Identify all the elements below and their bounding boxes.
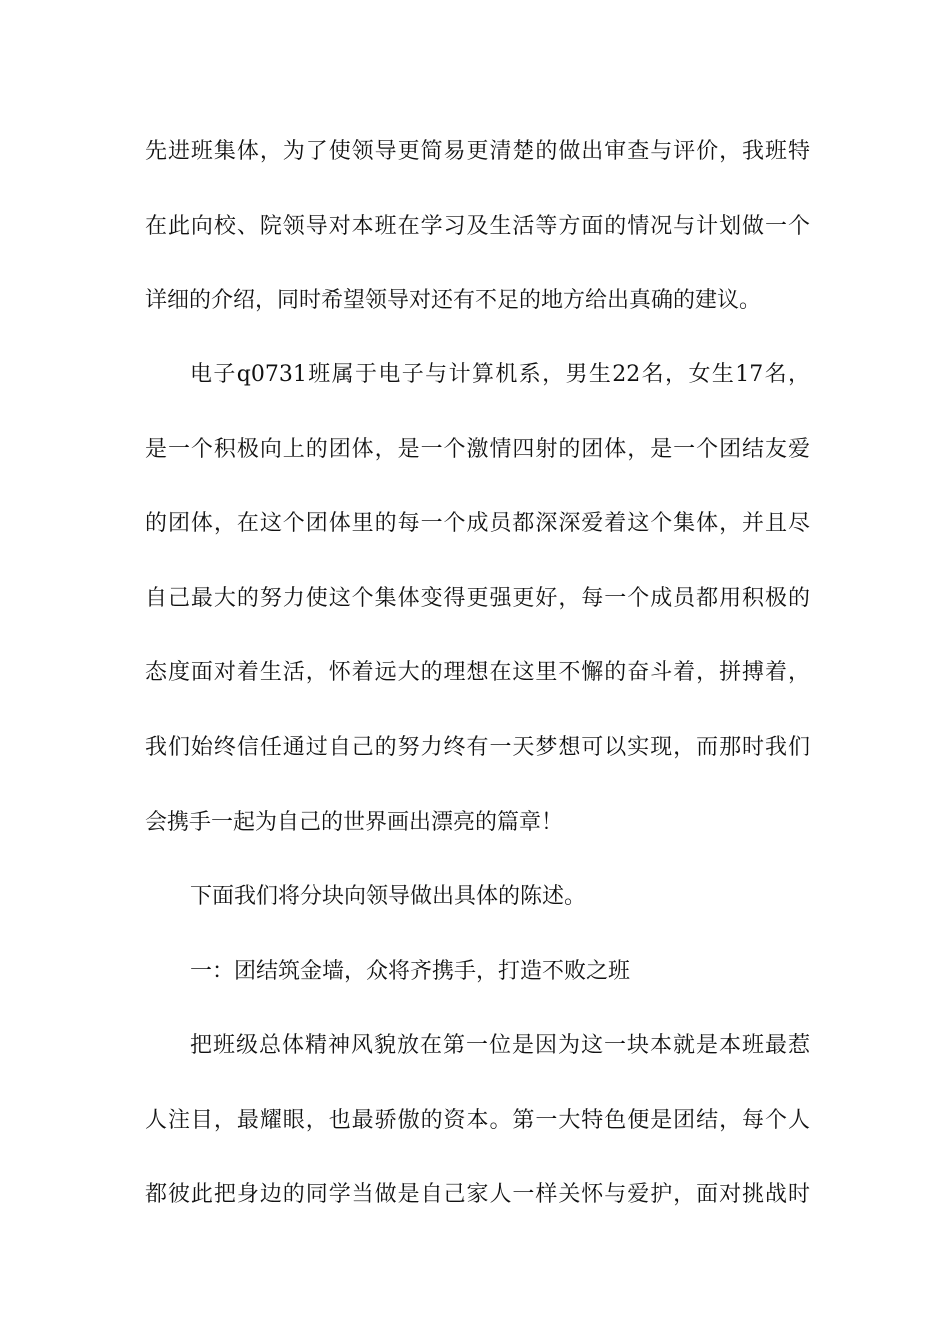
text-line-15: 都彼此把身边的同学当做是自己家人一样关怀与爱护，面对挑战时 <box>145 1182 810 1207</box>
text-line-7: 自己最大的努力使这个集体变得更强更好，每一个成员都用积极的 <box>145 586 810 611</box>
text-line-11: 下面我们将分块向领导做出具体的陈述。 <box>190 884 587 909</box>
text-line-1: 先进班集体，为了使领导更简易更清楚的做出审查与评价，我班特 <box>145 139 810 164</box>
text-line-5: 是一个积极向上的团体，是一个激情四射的团体，是一个团结友爱 <box>145 437 810 462</box>
text-line-2: 在此向校、院领导对本班在学习及生活等方面的情况与计划做一个 <box>145 214 810 239</box>
section-heading: 一：团结筑金墙，众将齐携手，打造不败之班 <box>190 959 631 984</box>
text-line-10: 会携手一起为自己的世界画出漂亮的篇章！ <box>145 810 564 835</box>
text-line-6: 的团体，在这个团体里的每一个成员都深深爱着这个集体，并且尽 <box>145 511 810 536</box>
text-line-3: 详细的介绍，同时希望领导对还有不足的地方给出真确的建议。 <box>145 288 762 313</box>
text-line-8: 态度面对着生活，怀着远大的理想在这里不懈的奋斗着，拼搏着， <box>145 660 810 685</box>
text-line-13: 把班级总体精神风貌放在第一位是因为这一块本就是本班最惹 <box>190 1033 810 1058</box>
text-line-9: 我们始终信任通过自己的努力终有一天梦想可以实现，而那时我们 <box>145 735 810 760</box>
text-line-4: 电子q0731班属于电子与计算机系，男生22名，女生17名， <box>190 362 810 387</box>
text-line-14: 人注目，最耀眼，也最骄傲的资本。第一大特色便是团结，每个人 <box>145 1108 810 1133</box>
